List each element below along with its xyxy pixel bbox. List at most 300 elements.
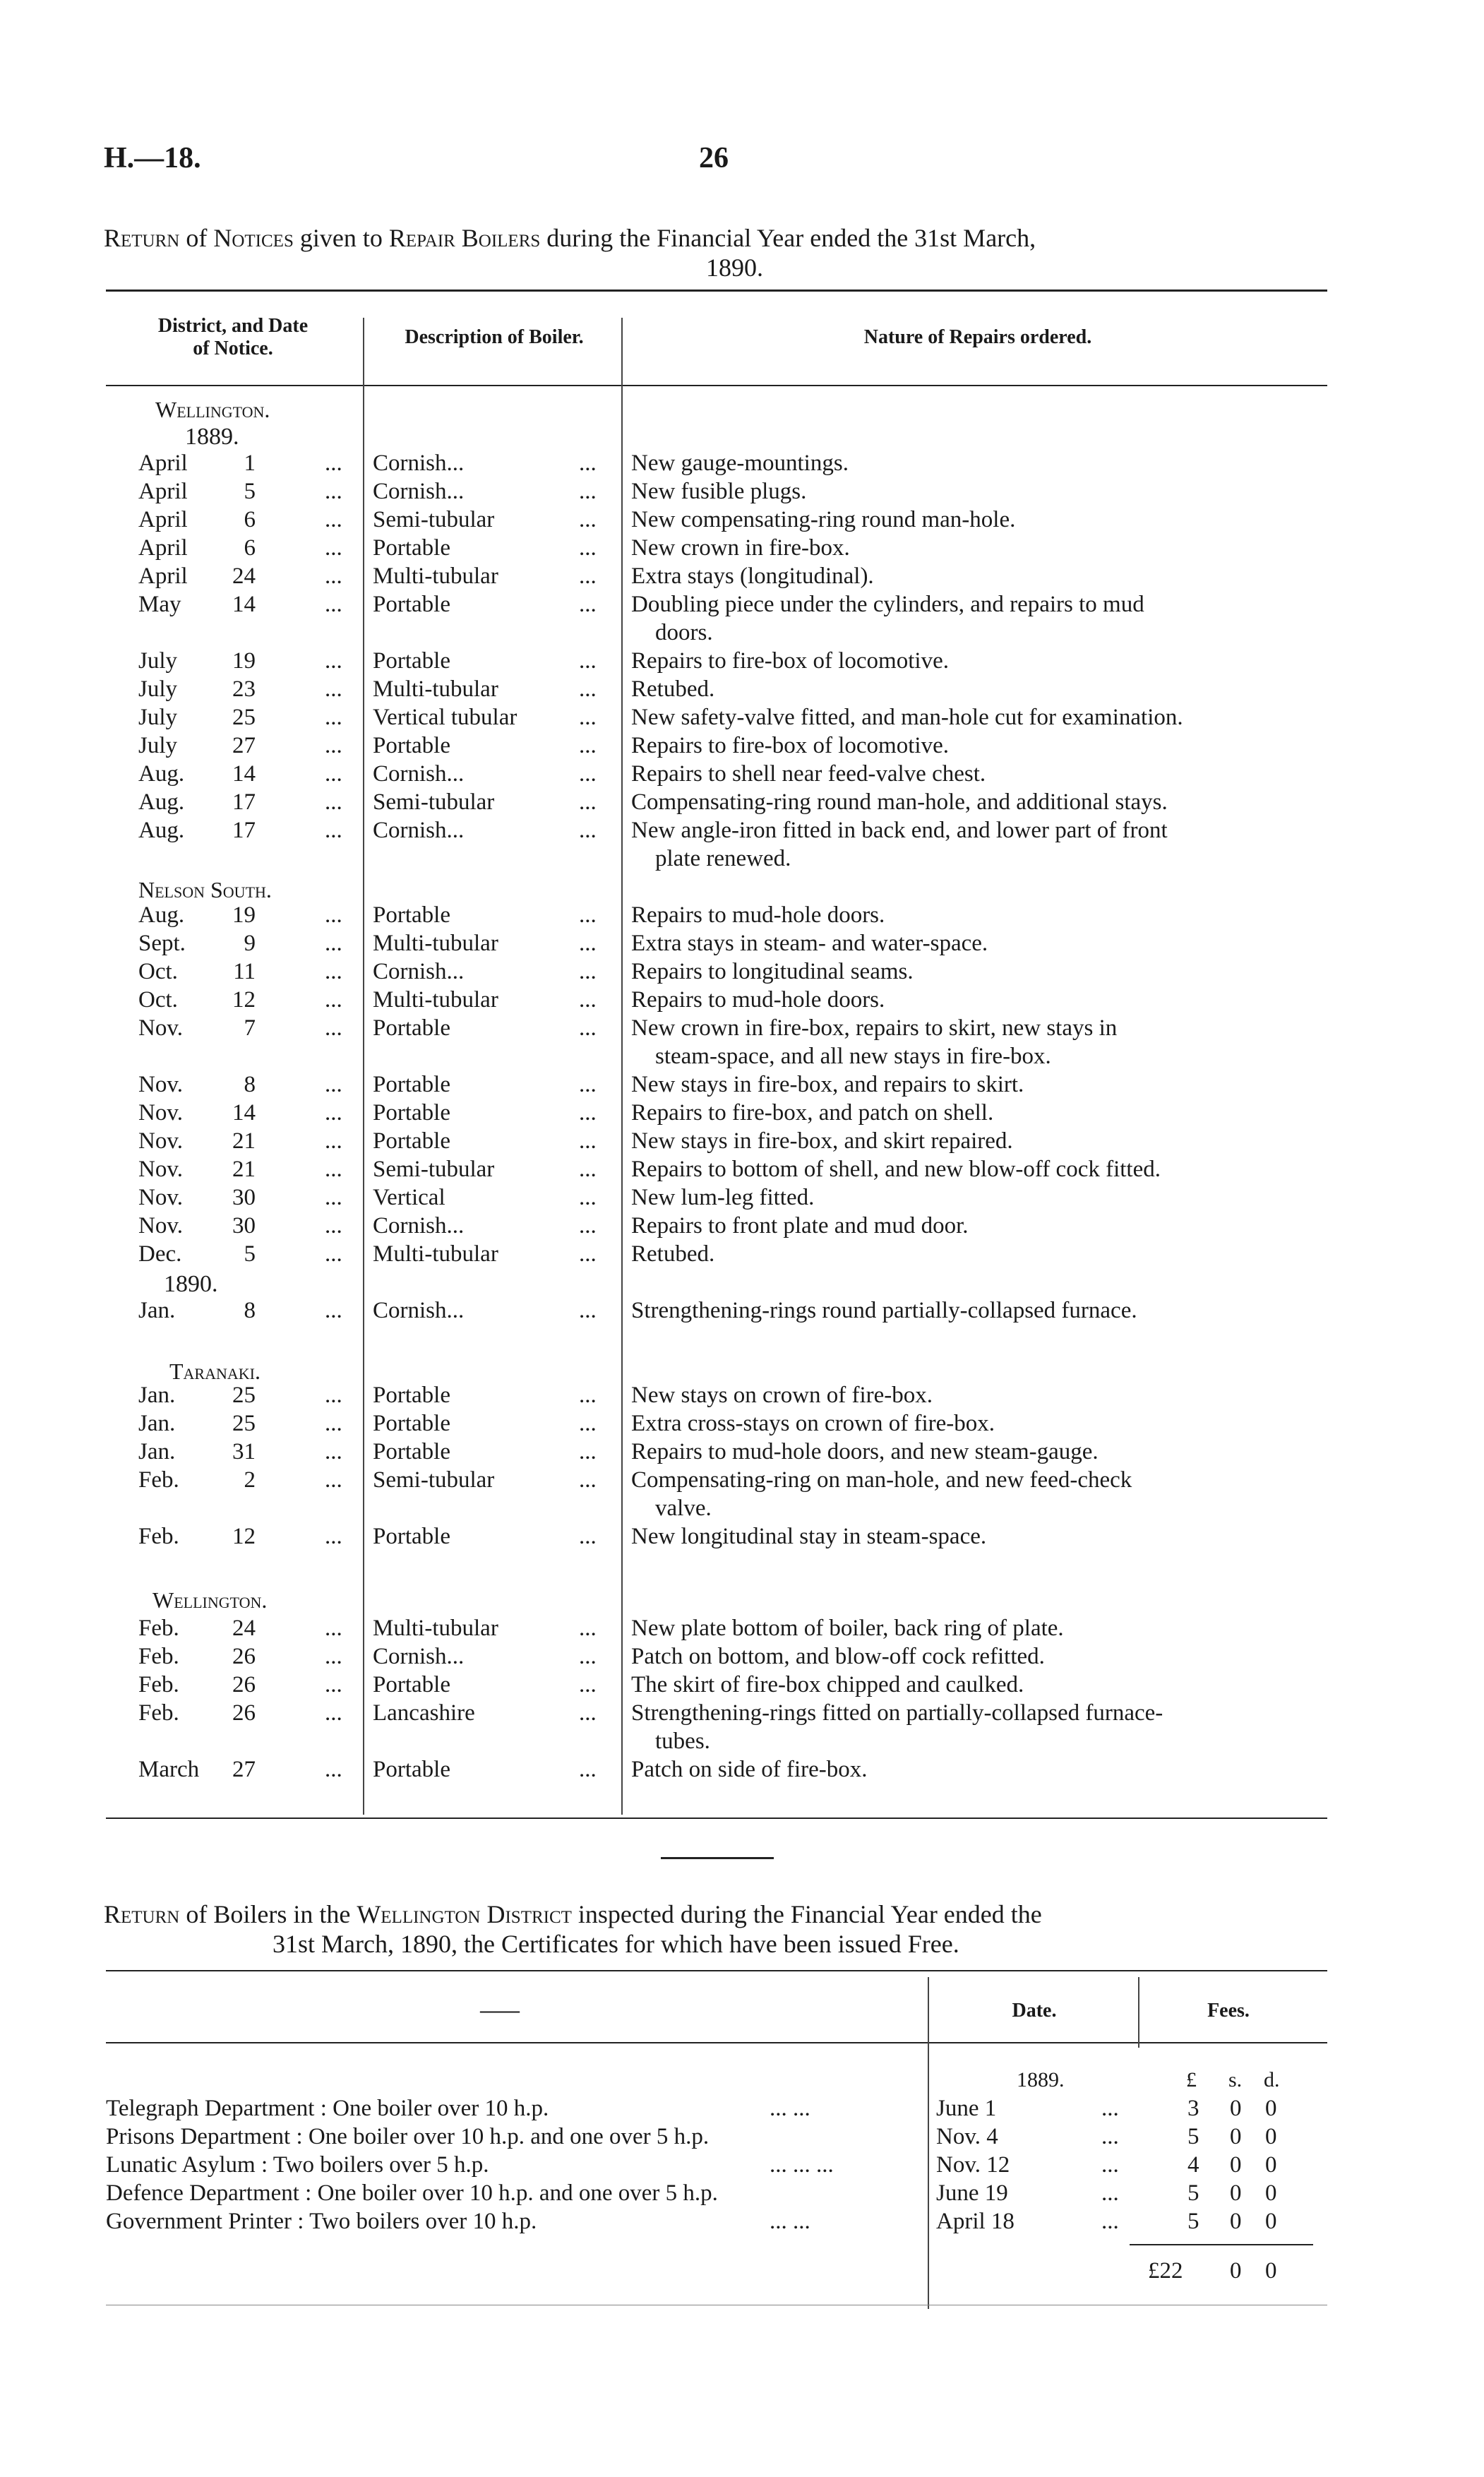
row-leader-dots: ... [325,450,342,476]
row-repair: New stays in fire-box, and repairs to skirt. [631,1072,1024,1097]
row-leader-dots: ... [579,1700,597,1726]
table-row [0,647,1484,675]
table-row [0,1671,1484,1699]
row-day: 1 [244,450,256,476]
table2-top-rule [106,1970,1327,1971]
table-row [0,1240,1484,1268]
row-month: Oct. [138,987,178,1013]
row-leader-dots: ... [325,563,342,589]
row-boiler-type: Portable [373,535,450,561]
row-boiler-type: Cornish... [373,818,465,843]
row-day: 26 [232,1672,256,1697]
row-month: April [138,563,188,589]
row-leader-dots: ... [325,535,342,561]
row-leader-dots: ... [325,1100,342,1126]
table-row [0,1014,1484,1069]
row-boiler-type: Portable [373,592,450,617]
row-month: May [138,592,181,617]
row-month: Aug. [138,789,185,815]
row-repair: Repairs to mud-hole doors. [631,987,885,1013]
row-month: Feb. [138,1467,179,1493]
row-month: Feb. [138,1524,179,1549]
table-row [0,986,1484,1014]
row-day: 30 [232,1213,256,1238]
row-leader-dots: ... [325,1644,342,1669]
title-text: of Boilers in the [179,1900,357,1928]
row-month: April [138,535,188,561]
row-day: 27 [232,733,256,758]
row-day: 21 [232,1157,256,1182]
row-day: 27 [232,1757,256,1782]
row-leader-dots: ... [325,733,342,758]
table-row [0,534,1484,562]
table-row [0,1699,1484,1754]
row-repair: New crown in fire-box, repairs to skirt, new stays in [631,1015,1118,1041]
row-repair: Repairs to shell near feed-valve chest. [631,761,986,787]
row-month: Jan. [138,1383,176,1408]
row-repair: Repairs to longitudinal seams. [631,959,914,984]
row-date: June 1 [936,2096,997,2121]
row-leader-dots: ... [579,959,597,984]
unit-pounds: £ [1186,2068,1197,2091]
row-day: 31 [232,1439,256,1464]
row-repair-continued: plate renewed. [655,846,791,871]
col-description: Description of Boiler. [405,326,584,348]
row-leader-dots: ... [579,761,597,787]
row-fee-pounds: 5 [1187,2209,1199,2234]
row-boiler-type: Portable [373,1757,450,1782]
table-row [0,1155,1484,1183]
section-year-1890: 1890. [164,1271,218,1297]
section-wellington-2: Wellington. [152,1587,268,1613]
row-repair: Patch on side of fire-box. [631,1757,868,1782]
row-boiler-type: Semi-tubular [373,1157,495,1182]
title-word: Notices [213,224,294,252]
table-row [0,477,1484,506]
row-repair: Repairs to mud-hole doors, and new steam-gauge. [631,1439,1099,1464]
row-month: Feb. [138,1616,179,1641]
row-month: July [138,733,178,758]
table-row [0,703,1484,732]
row-leader-dots: ... [325,1128,342,1154]
table-row [0,1212,1484,1240]
row-leader-dots: ... [579,1100,597,1126]
row-repair: Patch on bottom, and blow-off cock refitted. [631,1644,1045,1669]
row-boiler-type: Lancashire [373,1700,475,1726]
row-repair: New lum-leg fitted. [631,1185,815,1210]
row-day: 6 [244,507,256,532]
row-leader-dots: ... [325,987,342,1013]
title-word: Repair Boilers [388,224,541,252]
table2-title-line2: 31st March, 1890, the Certificates for which have been issued Free. [273,1930,959,1958]
row-repair: Compensating-ring on man-hole, and new feed-check [631,1467,1132,1493]
section-taranaki: Taranaki. [169,1359,261,1384]
row-boiler-type: Semi-tubular [373,1467,495,1493]
row-repair-continued: doors. [655,620,713,645]
row-day: 25 [232,1383,256,1408]
row-leader-dots: ... [325,931,342,956]
row-month: Nov. [138,1128,183,1154]
table1-top-rule [106,290,1327,292]
row-leader-dots: ... [579,1644,597,1669]
section-nelson: Nelson South. [138,877,272,902]
row-description: Lunatic Asylum : Two boilers over 5 h.p. [106,2152,489,2178]
row-boiler-type: Portable [373,902,450,928]
row-leader-dots: ... [325,1015,342,1041]
row-day: 17 [232,818,256,843]
row-boiler-type: Multi-tubular [373,563,498,589]
row-month: Aug. [138,902,185,928]
row-day: 26 [232,1644,256,1669]
table-row [0,506,1484,534]
row-leader-dots: ... [579,902,597,928]
row-fee-shillings: 0 [1230,2096,1242,2121]
row-month: Oct. [138,959,178,984]
row-leader-dots: ... [325,818,342,843]
row-repair-continued: steam-space, and all new stays in fire-box. [655,1044,1051,1069]
row-leader-dots: ... [579,1439,597,1464]
row-fee-pence: 0 [1265,2124,1277,2149]
row-repair: Retubed. [631,676,715,702]
row-month: March [138,1757,200,1782]
row-day: 24 [232,563,256,589]
col-nature: Nature of Repairs ordered. [863,326,1092,348]
row-month: July [138,648,178,674]
row-fee-shillings: 0 [1230,2124,1242,2149]
row-leader-dots: ... [1101,2180,1119,2206]
row-leader-dots: ... [579,931,597,956]
row-repair: New stays on crown of fire-box. [631,1383,933,1408]
row-leader-dots: ... [579,1616,597,1641]
row-day: 7 [244,1015,256,1041]
row-leader-dots: ... [325,1072,342,1097]
row-day: 12 [232,1524,256,1549]
row-leader-dots: ... [325,902,342,928]
row-leader-dots: ... [325,1467,342,1493]
row-day: 24 [232,1616,256,1641]
row-boiler-type: Portable [373,1015,450,1041]
row-fee-pence: 0 [1265,2152,1277,2178]
row-leader-dots: ... [1101,2096,1119,2121]
row-leader-dots: ... [579,1213,597,1238]
row-repair: New angle-iron fitted in back end, and lower part of front [631,818,1168,843]
row-leader-dots: ... [579,1241,597,1267]
row-leader-dots: ... [579,733,597,758]
table-row [0,732,1484,760]
row-day: 25 [232,705,256,730]
row-boiler-type: Cornish... [373,1644,465,1669]
row-fee-pence: 0 [1265,2209,1277,2234]
row-repair: Extra stays (longitudinal). [631,563,874,589]
row-boiler-type: Multi-tubular [373,1241,498,1267]
table-row [0,1381,1484,1409]
row-day: 5 [244,479,256,504]
title-text: given to [293,224,389,252]
title-text: during the Financial Year ended the 31st March, [540,224,1036,252]
row-leader-dots: ... [579,1524,597,1549]
row-fee-shillings: 0 [1230,2209,1242,2234]
table-row [0,1755,1484,1784]
table-row [0,1642,1484,1671]
row-repair: Repairs to fire-box, and patch on shell. [631,1100,994,1126]
row-repair: Strengthening-rings fitted on partially-collapsed furnace- [631,1700,1163,1726]
row-month: Feb. [138,1672,179,1697]
row-month: Aug. [138,761,185,787]
row-boiler-type: Portable [373,1128,450,1154]
row-leader-dots: ... [325,705,342,730]
total-pounds: £22 [1148,2258,1183,2284]
row-leader-dots: ... [579,1411,597,1436]
row-repair: Repairs to bottom of shell, and new blow-off cock fitted. [631,1157,1161,1182]
row-boiler-type: Multi-tubular [373,987,498,1013]
row-boiler-type: Multi-tubular [373,1616,498,1641]
table2-vrule-2 [1138,1977,1139,2048]
row-repair: Strengthening-rings round partially-collapsed furnace. [631,1298,1137,1323]
row-leader-dots: ... [325,1411,342,1436]
table2-head-rule [106,2042,1327,2043]
col-fees: Fees. [1207,2000,1250,2022]
table-row [0,1127,1484,1155]
row-leader-dots: ... [325,507,342,532]
row-leader-dots: ... [579,676,597,702]
row-leader-dots: ... [325,1185,342,1210]
row-boiler-type: Semi-tubular [373,789,495,815]
row-repair: New compensating-ring round man-hole. [631,507,1016,532]
row-boiler-type: Cornish... [373,1213,465,1238]
row-boiler-type: Cornish... [373,959,465,984]
section-year-1889: 1889. [185,424,239,450]
row-leader-dots: ... ... [770,2209,810,2234]
row-repair: New stays in fire-box, and skirt repaired. [631,1128,1013,1154]
row-leader-dots: ... [325,761,342,787]
row-month: April [138,450,188,476]
total-shillings: 0 [1230,2258,1242,2284]
row-leader-dots: ... [325,592,342,617]
row-boiler-type: Portable [373,1100,450,1126]
row-boiler-type: Portable [373,733,450,758]
row-day: 9 [244,931,256,956]
row-leader-dots: ... [579,592,597,617]
title-text: inspected during the Financial Year ended the [571,1900,1042,1928]
row-leader-dots: ... [325,1213,342,1238]
row-leader-dots: ... [579,1672,597,1697]
row-repair: New safety-valve fitted, and man-hole cut for examination. [631,705,1183,730]
row-fee-pounds: 3 [1187,2096,1199,2121]
table2-year: 1889. [1017,2068,1065,2091]
col-district: District, and Date of Notice. [157,315,309,359]
row-day: 14 [232,761,256,787]
row-day: 17 [232,789,256,815]
row-leader-dots: ... [579,789,597,815]
title-word: Return [104,224,180,252]
table1-bottom-rule [106,1818,1327,1819]
title-word: Return [104,1900,180,1928]
table-row [0,449,1484,477]
row-leader-dots: ... [325,959,342,984]
table-row [0,1183,1484,1212]
row-description: Prisons Department : One boiler over 10 h.p. and one over 5 h.p. [106,2124,710,2149]
row-leader-dots: ... [579,1015,597,1041]
row-boiler-type: Vertical tubular [373,705,517,730]
row-month: Feb. [138,1700,179,1726]
row-month: Nov. [138,1015,183,1041]
row-boiler-type: Cornish... [373,761,465,787]
row-month: Dec. [138,1241,182,1267]
table-row [0,760,1484,788]
row-boiler-type: Semi-tubular [373,507,495,532]
table-row [0,901,1484,929]
unit-shillings: s. [1228,2068,1243,2091]
table-row [0,929,1484,957]
row-leader-dots: ... [579,1467,597,1493]
row-month: July [138,676,178,702]
table-row [0,562,1484,590]
row-month: Sept. [138,931,186,956]
row-fee-pence: 0 [1265,2096,1277,2121]
row-leader-dots: ... [325,1616,342,1641]
row-fee-shillings: 0 [1230,2180,1242,2206]
table1-title [104,223,1036,253]
row-boiler-type: Portable [373,1072,450,1097]
page-number: 26 [699,142,729,174]
table2-total-rule [1130,2244,1313,2245]
row-description: Telegraph Department : One boiler over 10 h.p. [106,2096,549,2121]
table-row [0,590,1484,645]
row-month: Jan. [138,1439,176,1464]
row-repair-continued: valve. [655,1496,712,1521]
row-day: 2 [244,1467,256,1493]
table-row [0,1070,1484,1099]
table-row [0,816,1484,871]
row-fee-shillings: 0 [1230,2152,1242,2178]
row-fee-pounds: 5 [1187,2124,1199,2149]
col-blank: —— [480,2000,520,2022]
row-leader-dots: ... [325,1439,342,1464]
table-row [0,957,1484,986]
row-repair: The skirt of fire-box chipped and caulked. [631,1672,1024,1697]
table-row [0,675,1484,703]
table1-head-rule [106,385,1327,386]
row-description: Defence Department : One boiler over 10 h.p. and one over 5 h.p. [106,2180,718,2206]
row-boiler-type: Portable [373,1672,450,1697]
table-row [0,1099,1484,1127]
row-boiler-type: Portable [373,1439,450,1464]
row-month: Aug. [138,818,185,843]
row-leader-dots: ... [579,563,597,589]
col-date: Date. [1012,2000,1057,2022]
table-row [0,1438,1484,1466]
row-month: Nov. [138,1213,183,1238]
row-boiler-type: Cornish... [373,479,465,504]
row-repair: Repairs to front plate and mud door. [631,1213,969,1238]
row-leader-dots: ... ... ... [770,2152,834,2178]
row-month: April [138,479,188,504]
row-repair: Compensating-ring round man-hole, and additional stays. [631,789,1168,815]
table1-title-year: 1890. [706,253,763,282]
row-leader-dots: ... [325,789,342,815]
row-leader-dots: ... [579,450,597,476]
row-day: 5 [244,1241,256,1267]
row-leader-dots: ... [325,1298,342,1323]
table-row [0,1296,1484,1325]
row-repair: Repairs to fire-box of locomotive. [631,648,949,674]
table-row [0,788,1484,816]
title-text: of [179,224,214,252]
row-leader-dots: ... [579,1757,597,1782]
row-leader-dots: ... [325,1672,342,1697]
row-leader-dots: ... [579,1072,597,1097]
row-boiler-type: Cornish... [373,1298,465,1323]
table-row [0,1522,1484,1551]
table2-title [104,1899,1042,1929]
row-repair: New crown in fire-box. [631,535,850,561]
row-repair: Doubling piece under the cylinders, and repairs to mud [631,592,1144,617]
row-leader-dots: ... [325,1757,342,1782]
table-row [0,1466,1484,1521]
row-repair: Extra stays in steam- and water-space. [631,931,988,956]
row-leader-dots: ... [325,479,342,504]
row-day: 14 [232,592,256,617]
row-boiler-type: Cornish... [373,450,465,476]
row-leader-dots: ... [325,648,342,674]
row-month: Nov. [138,1157,183,1182]
row-leader-dots: ... [1101,2152,1119,2178]
row-month: April [138,507,188,532]
row-repair: Repairs to fire-box of locomotive. [631,733,949,758]
row-day: 8 [244,1298,256,1323]
row-leader-dots: ... [579,818,597,843]
row-fee-pounds: 4 [1187,2152,1199,2178]
unit-pence: d. [1264,2068,1280,2091]
table-row [0,1409,1484,1438]
row-repair: Retubed. [631,1241,715,1267]
row-leader-dots: ... [579,1185,597,1210]
row-fee-pence: 0 [1265,2180,1277,2206]
row-leader-dots: ... [579,507,597,532]
row-day: 6 [244,535,256,561]
row-month: Nov. [138,1072,183,1097]
page-ref: H.—18. [104,142,201,174]
row-leader-dots: ... [579,479,597,504]
row-leader-dots: ... [579,535,597,561]
row-boiler-type: Portable [373,1524,450,1549]
row-leader-dots: ... [325,1524,342,1549]
row-month: July [138,705,178,730]
row-repair: New gauge-mountings. [631,450,849,476]
row-repair: New longitudinal stay in steam-space. [631,1524,987,1549]
row-month: Nov. [138,1185,183,1210]
row-boiler-type: Portable [373,1383,450,1408]
row-leader-dots: ... [579,1128,597,1154]
row-day: 12 [232,987,256,1013]
section-divider [661,1857,774,1859]
row-leader-dots: ... [325,1383,342,1408]
row-leader-dots: ... [579,1298,597,1323]
row-day: 14 [232,1100,256,1126]
row-repair-continued: tubes. [655,1729,710,1754]
row-description: Government Printer : Two boilers over 10 h.p. [106,2209,537,2234]
row-day: 25 [232,1411,256,1436]
row-boiler-type: Portable [373,1411,450,1436]
row-month: Feb. [138,1644,179,1669]
row-day: 8 [244,1072,256,1097]
row-leader-dots: ... ... [770,2096,810,2121]
row-day: 30 [232,1185,256,1210]
row-leader-dots: ... [1101,2209,1119,2234]
row-day: 19 [232,648,256,674]
row-boiler-type: Multi-tubular [373,676,498,702]
row-day: 19 [232,902,256,928]
